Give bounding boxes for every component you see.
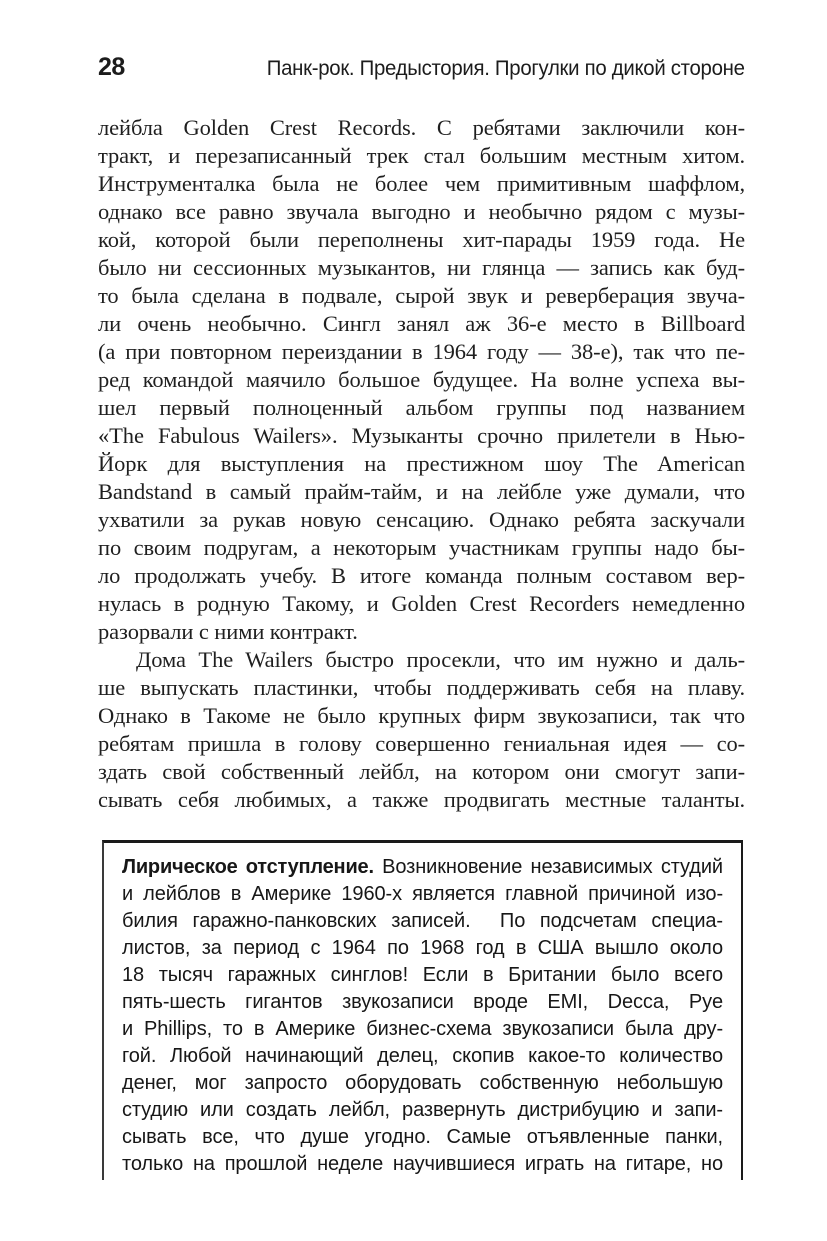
text-line: Однако в Такоме не было крупных фирм звукозаписи, так что [98, 703, 745, 728]
aside-first-line-text: Возникновение независимых студий [382, 856, 723, 878]
paragraph [98, 114, 745, 646]
text-line: лейбла Golden Crest Records. С ребятами заключили кон- [98, 115, 745, 140]
text-line: 18 тысяч гаражных синглов! Если в Британии было всего [122, 964, 723, 986]
text-line: и Phillips, то в Америке бизнес-схема звукозаписи была дру- [122, 1018, 723, 1040]
text-line: Bandstand в самый прайм-тайм, и на лейбле уже думали, что [98, 479, 745, 504]
text-line: Дома The Wailers быстро просекли, что им нужно и даль- [136, 647, 745, 672]
text-line: ухватили за рукав новую сенсацию. Однако ребята заскучали [98, 507, 745, 532]
text-line: «The Fabulous Wailers». Музыканты срочно прилетели в Нью- [98, 423, 745, 448]
text-line: ребятам пришла в голову совершенно гениальная идея — со- [98, 731, 745, 756]
text-line: кой, которой были переполнены хит-парады 1959 года. Не [98, 227, 745, 252]
text-line: билия гаражно-панковских записей. По подсчетам специа- [122, 910, 723, 932]
text-line: тракт, и перезаписанный трек стал большим местным хитом. [98, 143, 745, 168]
text-line: ред командой маячило большое будущее. На волне успеха вы- [98, 367, 745, 392]
page-header [98, 53, 745, 82]
aside-box [102, 840, 743, 1180]
text-line: нулась в родную Такому, и Golden Crest Recorders немедленно [98, 591, 745, 616]
text-line: ли очень необычно. Сингл занял аж 36-е место в Billboard [98, 311, 745, 336]
text-line: сывать все, что душе угодно. Самые отъявленные панки, [122, 1126, 723, 1148]
text-line: разорвали с ними контракт. [98, 619, 358, 644]
paragraph [98, 646, 745, 814]
text-line: по своим подругам, а некоторым участникам группы надо бы- [98, 535, 745, 560]
text-line: гой. Любой начинающий делец, скопив какое-то количество [122, 1045, 723, 1067]
text-line: здать свой собственный лейбл, на котором они смогут запи- [98, 759, 745, 784]
text-line: пять-шесть гигантов звукозаписи вроде EMI, Decca, Pye [122, 991, 723, 1013]
text-line: студию или создать лейбл, развернуть дистрибуцию и запи- [122, 1099, 723, 1121]
text-line: ше выпускать пластинки, чтобы поддерживать себя на плаву. [98, 675, 745, 700]
text-line: то была сделана в подвале, сырой звук и реверберация звуча- [98, 283, 745, 308]
text-line: листов, за период с 1964 по 1968 год в США вышло около [122, 937, 723, 959]
text-line: и лейблов в Америке 1960-х является главной причиной изо- [122, 883, 723, 905]
text-line: было ни сессионных музыкантов, ни глянца — запись как буд- [98, 255, 745, 280]
page-number: 28 [98, 53, 125, 81]
aside-lines [122, 881, 723, 1178]
body-text [98, 114, 745, 814]
text-line: (а при повторном переиздании в 1964 году — 38-е), так что пе- [98, 339, 745, 364]
aside-first-line [122, 854, 723, 881]
text-line: Йорк для выступления на престижном шоу The American [98, 451, 745, 476]
running-title: Панк-рок. Предыстория. Прогулки по дикой стороне [267, 57, 745, 80]
aside-label: Лирическое отступление. [122, 856, 374, 878]
text-line: сывать себя любимых, а также продвигать местные таланты. [98, 787, 745, 812]
text-line: только на прошлой неделе научившиеся играть на гитаре, но [122, 1153, 723, 1175]
text-line: шел первый полноценный альбом группы под названием [98, 395, 745, 420]
text-line: ло продолжать учебу. В итоге команда полным составом вер- [98, 563, 745, 588]
text-line: Инструменталка была не более чем примитивным шаффлом, [98, 171, 745, 196]
text-line: денег, мог запросто оборудовать собственную небольшую [122, 1072, 723, 1094]
text-line: однако все равно звучала выгодно и необычно рядом с музы- [98, 199, 745, 224]
